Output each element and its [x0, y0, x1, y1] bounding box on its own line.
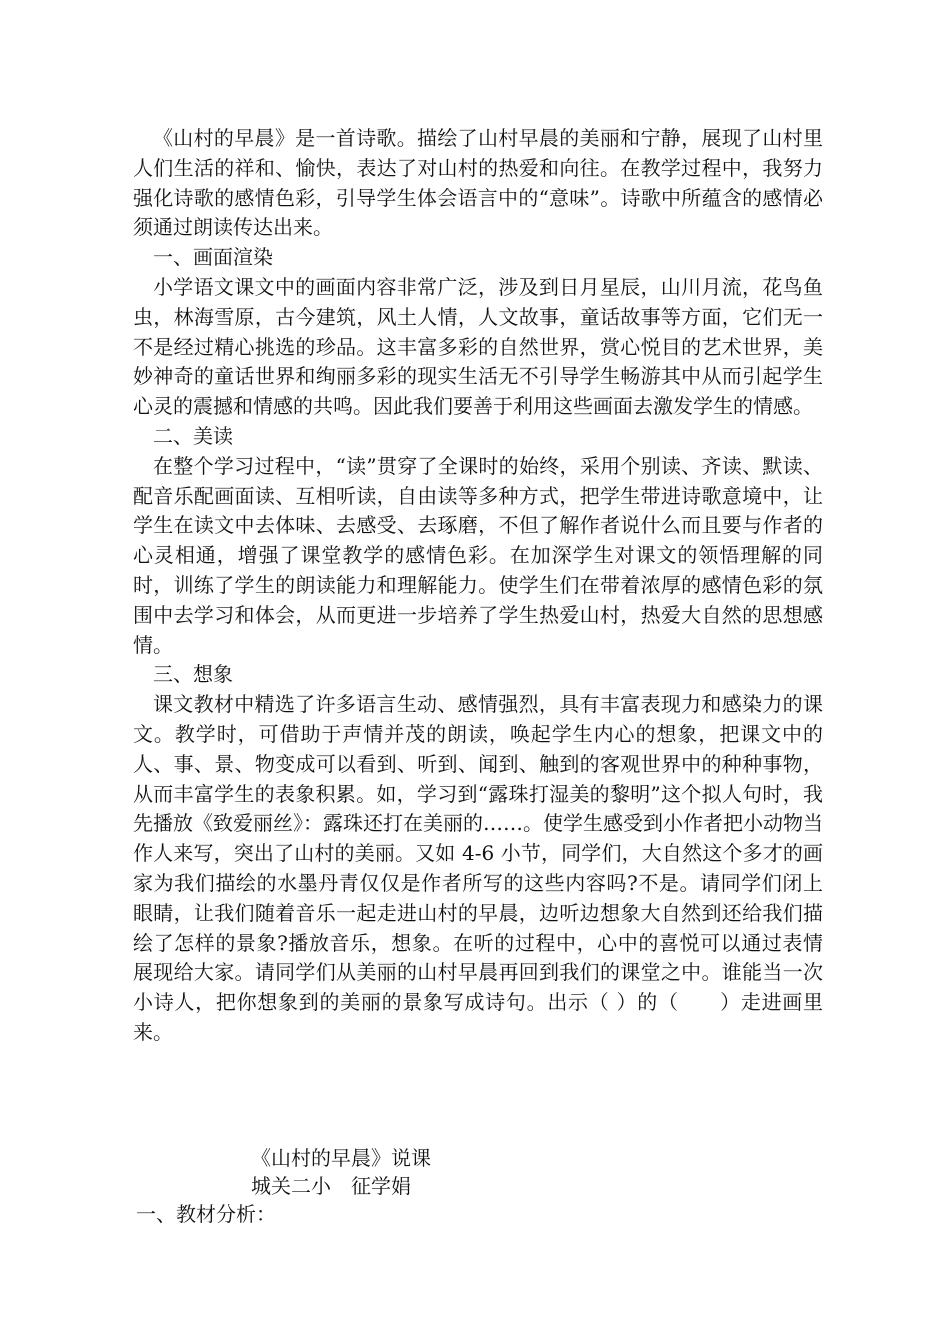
- lecture-title: 《山村的早晨》说课: [251, 1146, 431, 1170]
- section-paragraph-2: 在整个学习过程中，“读”贯穿了全课时的始终，采用个别读、齐读、默读、配音乐配画面读、互相听读，自由读等多种方式，把学生带进诗歌意境中，让学生在读文中去体味、去感受、去琢磨，不但了解作者说什么而且要与作者的心灵相通，增强了课堂教学的感情色彩。在加深学生对课文的领悟理解的同时，训练了学生的朗读能力和理解能力。使学生们在带着浓厚的感情色彩的氛围中去学习和体会，从而更进一步培养了学生热爱山村，热爱大自然的思想感情。: [133, 453, 823, 657]
- author-line: 城关二小 征学娟: [251, 1174, 411, 1198]
- intro-paragraph: 《山村的早晨》是一首诗歌。描绘了山村早晨的美丽和宁静，展现了山村里人们生活的祥和、愉快，表达了对山村的热爱和向往。在教学过程中，我努力强化诗歌的感情色彩，引导学生体会语言中的“意味”。诗歌中所蕴含的感情必须通过朗读传达出来。: [133, 126, 823, 240]
- section-heading-2: 二、美读: [153, 423, 233, 448]
- document-footer: [133, 1144, 823, 1228]
- section-heading-3: 三、想象: [153, 662, 233, 687]
- section-title-analysis: 一、教材分析：: [136, 1202, 276, 1226]
- section-paragraph-1: 小学语文课文中的画面内容非常广泛，涉及到日月星辰，山川月流，花鸟鱼虫，林海雪原，古今建筑，风土人情，人文故事，童话故事等方面，它们无一不是经过精心挑选的珍品。这丰富多彩的自然世界，赏心悦目的艺术世界，美妙神奇的童话世界和绚丽多彩的现实生活无不引导学生畅游其中从而引起学生心灵的震撼和情感的共鸣。因此我们要善于利用这些画面去激发学生的情感。: [133, 274, 823, 419]
- section-heading-1: 一、画面渲染: [153, 245, 273, 270]
- section-paragraph-3: 课文教材中精选了许多语言生动、感情强烈，具有丰富表现力和感染力的课文。教学时，可借助于声情并茂的朗读，唤起学生内心的想象，把课文中的人、事、景、物变成可以看到、听到、闻到、触到的客观世界中的种种事物，从而丰富学生的表象积累。如，学习到“露珠打湿美的黎明”这个拟人句时，我先播放《致爱丽丝》：露珠还打在美丽的……。使学生感受到小作者把小动物当作人来写，突出了山村的美丽。又如 4-6 小节，同学们，大自然这个多才的画家为我们描绘的水墨丹青仅仅是作者所写的这些内容吗?不是。请同学们闭上眼睛，让我们随着音乐一起走进山村的早晨，边听边想象大自然到还给我们描绘了怎样的景象?播放音乐，想象。在听的过程中，心中的喜悦可以通过表情展现给大家。请同学们从美丽的山村早晨再回到我们的课堂之中。谁能当一次小诗人，把你想象到的美丽的景象写成诗句。出示（ ）的（ ）走进画里来。: [133, 692, 823, 1044]
- document-body: [133, 124, 823, 1048]
